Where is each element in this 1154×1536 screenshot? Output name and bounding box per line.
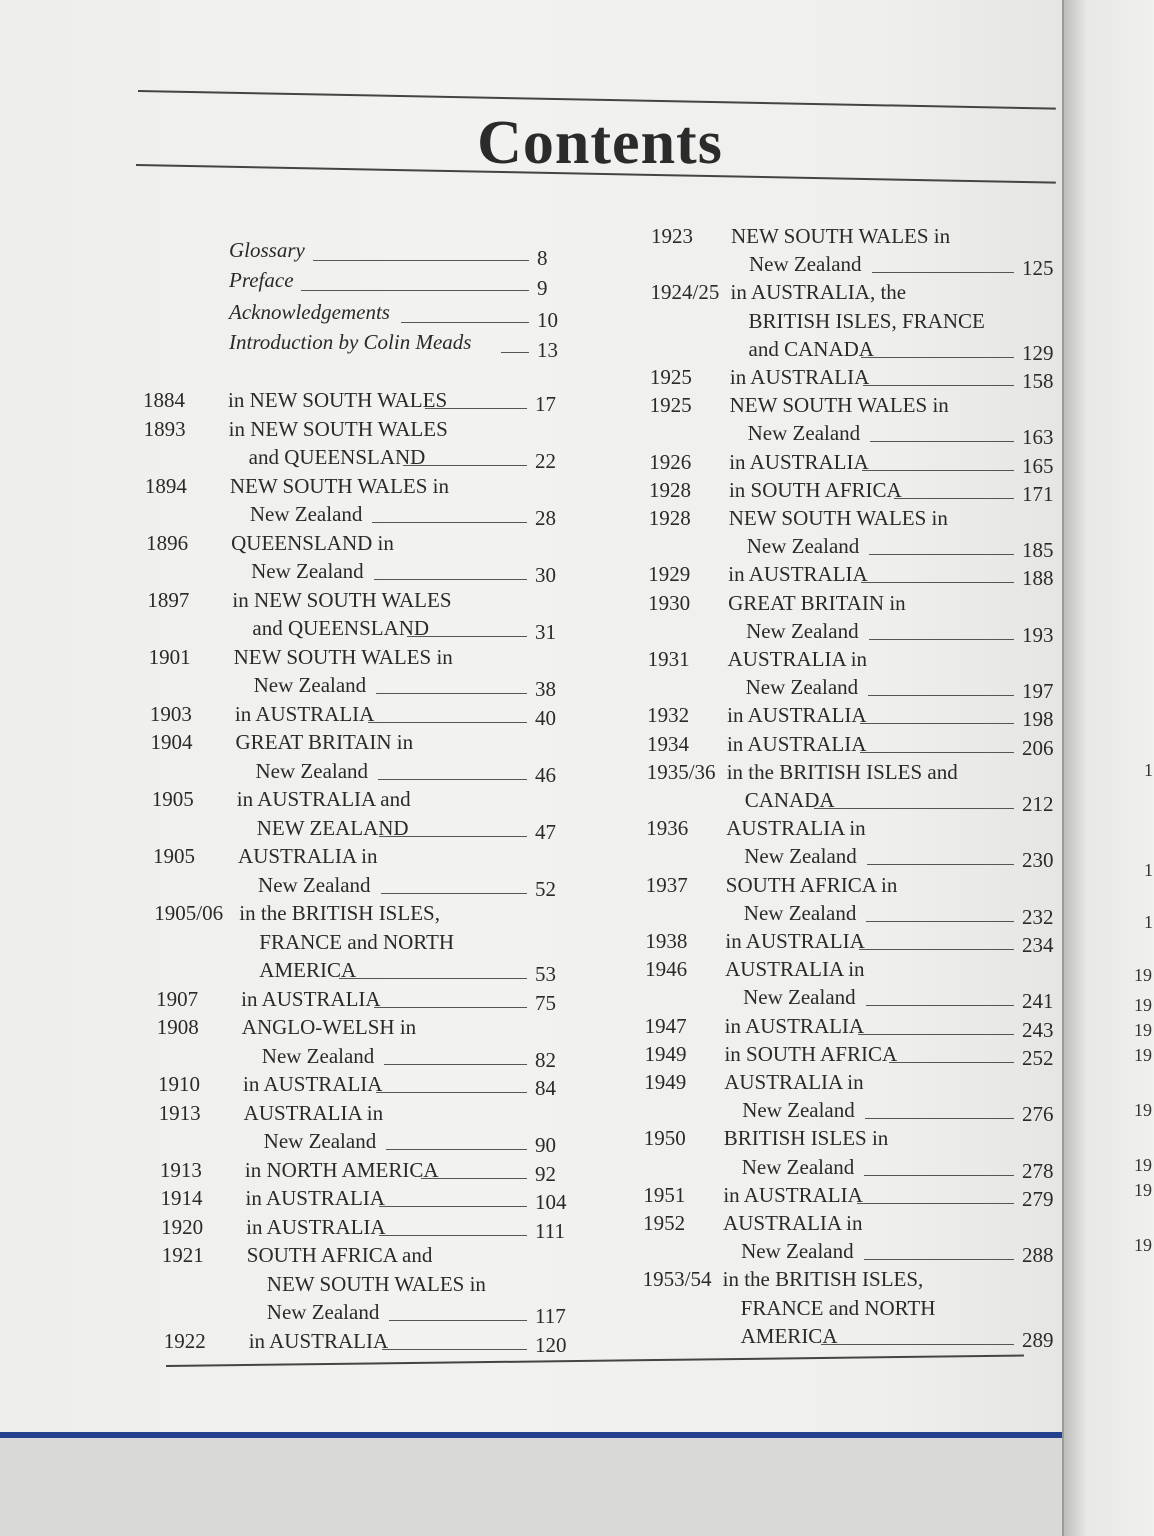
leader-line — [860, 723, 1014, 724]
leader-line — [870, 441, 1014, 442]
entry-page: 165 — [1022, 453, 1054, 478]
entry-line-2: New Zealand — [261, 1043, 375, 1068]
entry-page: 40 — [535, 705, 556, 730]
entry-page: 30 — [535, 563, 556, 587]
leader-line — [384, 1064, 527, 1065]
entry-year: 1931 — [647, 647, 690, 671]
entry-page: 193 — [1022, 622, 1054, 647]
entry-page: 279 — [1022, 1186, 1054, 1211]
leader-line — [889, 1062, 1014, 1063]
entry-page: 38 — [535, 677, 556, 701]
leader-line — [425, 408, 527, 409]
entry-line-2: New Zealand — [745, 675, 859, 700]
entry-line-3: AMERICA — [259, 958, 357, 982]
entry-page: 276 — [1022, 1102, 1054, 1127]
front-matter-page: 9 — [537, 276, 548, 300]
leader-line — [866, 921, 1014, 922]
front-matter-page: 13 — [537, 338, 558, 362]
entry-line-2: New Zealand — [249, 502, 363, 526]
entry-year: 1905 — [153, 844, 196, 868]
leader-line — [372, 522, 527, 523]
entry-year: 1922 — [163, 1328, 206, 1353]
entry-line-1: AUSTRALIA in — [723, 1211, 863, 1235]
entry-page: 188 — [1022, 566, 1054, 591]
front-matter-label: Glossary — [229, 238, 305, 262]
entry-page: 198 — [1022, 707, 1054, 732]
entry-year: 1949 — [644, 1041, 687, 1066]
entry-page: 117 — [535, 1304, 566, 1328]
entry-page: 17 — [535, 392, 556, 416]
entry-line-1: in AUSTRALIA — [246, 1214, 386, 1239]
entry-year: 1925 — [649, 393, 692, 418]
entry-line-1: in AUSTRALIA — [726, 731, 867, 756]
entry-line-1: in AUSTRALIA — [248, 1328, 389, 1353]
entry-line-1: SOUTH AFRICA in — [725, 872, 898, 897]
entry-year: 1884 — [143, 388, 185, 412]
leader-line — [863, 385, 1014, 386]
entry-year: 1921 — [161, 1243, 204, 1267]
entry-line-1: in NEW SOUTH WALES — [228, 388, 448, 412]
entry-page: 84 — [535, 1076, 556, 1100]
next-page-fragment: 1 — [1144, 912, 1153, 932]
leader-line — [401, 322, 529, 323]
entry-line-2: NEW SOUTH WALES in — [266, 1271, 486, 1296]
entry-line-1: NEW SOUTH WALES in — [233, 644, 453, 669]
entry-page: 197 — [1022, 679, 1054, 704]
entry-line-2: New Zealand — [746, 618, 859, 643]
entry-year: 1928 — [648, 477, 691, 502]
entry-line-1: GREAT BRITAIN in — [728, 590, 906, 615]
entry-line-1: in the BRITISH ISLES, — [239, 901, 440, 925]
entry-year: 1914 — [160, 1186, 203, 1210]
entry-page: 185 — [1022, 538, 1054, 563]
entry-line-1: in AUSTRALIA — [727, 703, 867, 728]
entry-line-2: New Zealand — [741, 1239, 854, 1264]
next-page-fragment: 1 — [1144, 860, 1153, 880]
entry-line-2: NEW ZEALAND — [256, 815, 409, 840]
entry-year: 1938 — [645, 929, 688, 953]
entry-line-1: in NEW SOUTH WALES — [228, 416, 448, 441]
entry-page: 158 — [1022, 369, 1054, 393]
entry-line-2: New Zealand — [747, 421, 861, 446]
entry-line-3: and CANADA — [748, 336, 874, 361]
entry-year: 1913 — [159, 1157, 202, 1182]
entry-page: 232 — [1022, 904, 1054, 929]
entry-page: 206 — [1022, 735, 1054, 760]
entry-line-2: New Zealand — [746, 534, 860, 559]
entry-line-2: New Zealand — [742, 1098, 855, 1123]
entry-line-2: New Zealand — [263, 1129, 377, 1153]
leader-line — [866, 1005, 1014, 1006]
entry-line-1: NEW SOUTH WALES in — [728, 506, 948, 530]
leader-line — [374, 1007, 527, 1008]
top-rule — [138, 90, 1056, 110]
entry-line-1: in SOUTH AFRICA — [728, 477, 902, 502]
leader-line — [864, 1175, 1014, 1176]
entry-line-2: BRITISH ISLES, FRANCE — [748, 308, 985, 333]
entry-page: 125 — [1022, 256, 1054, 281]
entry-line-1: in NORTH AMERICA — [244, 1157, 439, 1182]
entry-page: 243 — [1022, 1017, 1054, 1042]
entry-year: 1934 — [646, 731, 689, 756]
entry-line-1: in the BRITISH ISLES, — [722, 1267, 924, 1292]
entry-line-2: New Zealand — [743, 985, 856, 1010]
leader-line — [381, 893, 527, 894]
entry-line-2: FRANCE and NORTH — [740, 1295, 936, 1320]
next-page-fragment: 19 — [1134, 1235, 1152, 1255]
entry-line-1: in AUSTRALIA — [729, 449, 869, 474]
entry-year: 1947 — [644, 1013, 687, 1038]
leader-line — [861, 357, 1014, 358]
entry-line-1: NEW SOUTH WALES in — [731, 224, 951, 248]
leader-line — [313, 260, 529, 261]
leader-line — [859, 949, 1014, 950]
entry-line-1: in AUSTRALIA and — [236, 787, 411, 811]
entry-line-1: AUSTRALIA in — [724, 1070, 864, 1094]
entry-line-1: in the BRITISH ISLES and — [726, 759, 958, 784]
front-matter-page: 8 — [537, 246, 548, 270]
entry-page: 104 — [535, 1190, 567, 1214]
entry-page: 90 — [535, 1133, 556, 1157]
entry-year: 1924/25 — [650, 280, 720, 305]
entry-year: 1953/54 — [642, 1267, 712, 1292]
entry-line-3: AMERICA — [740, 1323, 838, 1348]
entry-line-1: in NEW SOUTH WALES — [232, 587, 452, 612]
front-matter-label: Introduction by Colin Meads — [229, 330, 472, 354]
leader-line — [403, 465, 527, 466]
entry-line-1: AUSTRALIA in — [726, 816, 866, 841]
page-title: Contents — [477, 109, 723, 177]
leader-line — [872, 272, 1014, 273]
entry-year: 1905 — [151, 787, 194, 811]
entry-page: 111 — [535, 1218, 565, 1243]
entry-line-2: New Zealand — [253, 673, 367, 697]
entry-line-2: New Zealand — [251, 559, 364, 583]
leader-line — [860, 752, 1014, 753]
entry-line-2: and QUEENSLAND — [248, 445, 426, 469]
entry-line-1: AUSTRALIA in — [727, 647, 868, 671]
entry-page: 278 — [1022, 1158, 1054, 1183]
entry-line-1: in AUSTRALIA — [725, 929, 865, 953]
entry-line-1: in AUSTRALIA — [729, 365, 870, 389]
leader-line — [379, 1235, 527, 1236]
leader-line — [865, 1118, 1014, 1119]
leader-line — [421, 1178, 527, 1179]
next-page-fragment: 19 — [1134, 1180, 1152, 1200]
entry-line-2: New Zealand — [743, 900, 857, 925]
entry-page: 252 — [1022, 1045, 1054, 1070]
entry-page: 52 — [535, 876, 556, 901]
next-page-fragment: 19 — [1134, 965, 1152, 985]
entry-page: 171 — [1022, 481, 1054, 506]
entry-year: 1951 — [643, 1182, 686, 1207]
entry-line-1: in AUSTRALIA — [245, 1186, 385, 1210]
entry-line-1: GREAT BRITAIN in — [235, 730, 414, 754]
leader-line — [894, 498, 1014, 499]
leader-line — [867, 864, 1014, 865]
entry-line-1: BRITISH ISLES in — [723, 1126, 889, 1151]
entry-year: 1905/06 — [154, 901, 224, 925]
leader-line — [339, 978, 527, 979]
entry-page: 47 — [535, 819, 556, 844]
entry-year: 1907 — [156, 986, 199, 1011]
entry-line-1: NEW SOUTH WALES in — [729, 393, 949, 418]
front-matter-page: 10 — [537, 308, 558, 332]
entry-page: 75 — [535, 990, 556, 1015]
front-matter-label: Preface — [229, 268, 294, 292]
leader-line — [301, 290, 529, 291]
entry-line-1: in AUSTRALIA — [723, 1182, 863, 1207]
bottom-rule — [166, 1355, 1024, 1367]
entry-line-1: SOUTH AFRICA and — [246, 1243, 433, 1267]
leader-line — [821, 1344, 1014, 1345]
next-page-fragment: 19 — [1134, 995, 1152, 1015]
entry-page: 82 — [535, 1047, 556, 1072]
entry-year: 1932 — [647, 703, 690, 728]
entry-year: 1901 — [148, 644, 191, 669]
entry-year: 1946 — [645, 957, 688, 982]
leader-line — [379, 836, 527, 837]
leader-line — [379, 1206, 527, 1207]
entry-page: 212 — [1022, 792, 1054, 816]
entry-year: 1925 — [649, 365, 692, 389]
entry-line-1: in AUSTRALIA — [241, 986, 381, 1011]
entry-line-2: CANADA — [744, 788, 835, 812]
entry-year: 1908 — [156, 1015, 199, 1039]
entry-page: 31 — [535, 620, 556, 644]
entry-page: 129 — [1022, 340, 1054, 365]
entry-page: 163 — [1022, 425, 1054, 450]
entry-line-1: in AUSTRALIA — [243, 1072, 383, 1096]
leader-line — [868, 695, 1014, 696]
entry-year: 1913 — [158, 1100, 201, 1125]
front-matter-label: Acknowledgements — [229, 300, 390, 324]
entry-page: 234 — [1022, 933, 1054, 957]
entry-line-2: and QUEENSLAND — [252, 616, 430, 640]
entry-page: 289 — [1022, 1327, 1054, 1352]
next-page-fragment: 19 — [1134, 1100, 1152, 1120]
entry-year: 1920 — [161, 1214, 204, 1239]
leader-line — [862, 470, 1014, 471]
entry-line-1: in SOUTH AFRICA — [724, 1041, 898, 1066]
leader-line — [407, 636, 527, 637]
leader-line — [378, 779, 527, 780]
entry-year: 1910 — [158, 1072, 201, 1096]
next-page-fragment: 19 — [1134, 1155, 1152, 1175]
entry-line-1: NEW SOUTH WALES in — [229, 473, 450, 498]
leader-line — [376, 693, 527, 694]
entry-year: 1896 — [146, 530, 189, 555]
entry-line-1: in AUSTRALIA — [728, 562, 868, 587]
leader-line — [858, 1034, 1014, 1035]
entry-page: 46 — [535, 762, 556, 787]
entry-page: 230 — [1022, 848, 1054, 873]
entry-page: 288 — [1022, 1243, 1054, 1268]
entry-line-2: New Zealand — [258, 872, 371, 897]
entry-year: 1903 — [149, 701, 192, 726]
entry-line-2: FRANCE and NORTH — [259, 929, 455, 954]
entry-year: 1936 — [646, 816, 689, 841]
entry-year: 1928 — [648, 506, 691, 530]
entry-line-1: AUSTRALIA in — [725, 957, 865, 982]
entry-line-1: AUSTRALIA in — [238, 844, 378, 868]
entry-year: 1952 — [643, 1211, 686, 1235]
leader-line — [814, 808, 1014, 809]
entry-year: 1937 — [645, 872, 688, 897]
entry-page: 53 — [535, 962, 556, 986]
leader-line — [376, 1092, 527, 1093]
entry-page: 28 — [535, 506, 556, 530]
entry-line-1: in AUSTRALIA — [724, 1013, 865, 1038]
entry-year: 1904 — [150, 730, 193, 754]
leader-line — [386, 1149, 527, 1150]
entry-line-1: in AUSTRALIA — [234, 701, 375, 726]
entry-year: 1897 — [147, 587, 190, 612]
entry-year: 1893 — [143, 416, 186, 441]
entry-line-2: New Zealand — [741, 1154, 855, 1179]
entry-year: 1935/36 — [646, 759, 716, 784]
next-page-edge — [1062, 0, 1154, 1536]
entry-year: 1930 — [648, 590, 691, 615]
entry-year: 1929 — [648, 562, 691, 587]
entry-line-3: New Zealand — [266, 1300, 380, 1324]
leader-line — [389, 1320, 527, 1321]
leader-line — [374, 579, 527, 580]
leader-line — [864, 1259, 1014, 1260]
entry-line-2: New Zealand — [744, 844, 857, 869]
entry-line-1: in AUSTRALIA, the — [730, 280, 907, 305]
entry-line-2: New Zealand — [255, 758, 369, 783]
leader-line — [368, 722, 527, 723]
entry-year: 1926 — [649, 449, 692, 474]
entry-page: 22 — [535, 449, 556, 473]
entry-line-1: ANGLO-WELSH in — [241, 1015, 417, 1039]
entry-page: 92 — [535, 1161, 556, 1186]
leader-line — [501, 352, 529, 353]
entry-page: 120 — [535, 1332, 567, 1357]
next-page-fragment: 19 — [1134, 1020, 1152, 1040]
entry-year: 1894 — [144, 473, 187, 498]
next-page-fragment: 1 — [1144, 760, 1153, 780]
next-page-fragment: 19 — [1134, 1045, 1152, 1065]
entry-year: 1923 — [651, 224, 693, 248]
entry-year: 1950 — [643, 1126, 686, 1151]
leader-line — [869, 554, 1014, 555]
entry-year: 1949 — [644, 1070, 687, 1094]
entry-line-2: New Zealand — [749, 252, 862, 277]
leader-line — [382, 1349, 527, 1350]
entry-line-1: QUEENSLAND in — [231, 530, 394, 555]
leader-line — [861, 582, 1014, 583]
entry-line-1: AUSTRALIA in — [243, 1100, 384, 1125]
leader-line — [869, 639, 1014, 640]
entry-page: 241 — [1022, 989, 1054, 1014]
leader-line — [857, 1203, 1014, 1204]
